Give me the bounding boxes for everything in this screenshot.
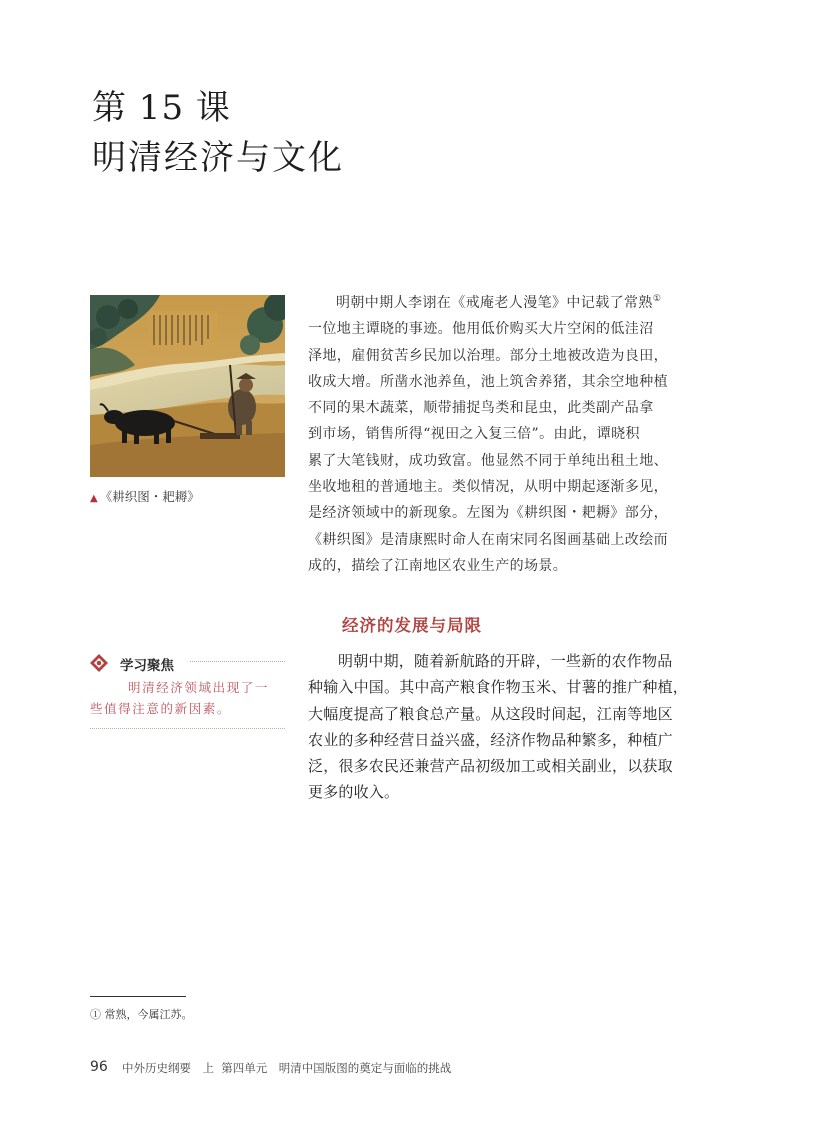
running-footer: 中外历史纲要 上 第四单元 明清中国版图的奠定与面临的挑战: [122, 1061, 452, 1075]
para2-line: 更多的收入。: [308, 783, 400, 802]
para1-line: 是经济领域中的新现象。左图为《耕织图・耙耨》部分，: [308, 505, 668, 522]
focus-divider: [190, 661, 285, 662]
page-number: 96: [90, 1059, 108, 1075]
footnote: ① 常熟，今属江苏。: [90, 1008, 193, 1021]
focus-diamond-icon: [90, 654, 108, 672]
figure-caption: [90, 487, 200, 505]
footnote-rule: [90, 996, 186, 997]
economy-paragraph: [308, 648, 726, 806]
study-focus-text: 明清经济领域出现了一 些值得注意的新因素。: [90, 680, 270, 716]
section-heading: 经济的发展与局限: [342, 616, 482, 635]
para1-line: 成的，描绘了江南地区农业生产的场景。: [308, 557, 568, 574]
para2-line: 种输入中国。其中高产粮食作物玉米、甘薯的推广种植，: [308, 678, 689, 697]
footnote-ref: ①: [652, 294, 662, 304]
lesson-title: 明清经济与文化: [92, 138, 344, 178]
para2-line: 明朝中期，随着新航路的开辟，一些新的农作物品: [338, 652, 673, 670]
para2-line: 大幅度提高了粮食总产量。从这段时间起，江南等地区: [308, 704, 673, 723]
para1-line: 收成大增。所凿水池养鱼，池上筑舍养猪，其余空地种植: [308, 373, 668, 390]
para1-line: 不同的果木蔬菜，顺带捕捉鸟类和昆虫，此类副产品拿: [308, 400, 654, 417]
para1-line: 明朝中期人李诩在《戒庵老人漫笔》中记载了常熟①: [336, 294, 662, 311]
intro-paragraph: [308, 290, 726, 579]
para1-line: 泽地，雇佣贫苦乡民加以治理。部分土地被改造为良田，: [308, 347, 668, 364]
para1-line: 一位地主谭晓的事迹。他用低价购买大片空闲的低洼沼: [308, 321, 654, 338]
para1-line: 坐收地租的普通地主。类似情况，从明中期起逐渐多见，: [308, 479, 668, 496]
para1-line: 到市场，销售所得“视田之入复三倍”。由此，谭晓积: [308, 426, 640, 443]
caption-text: 《耕织图・耙耨》: [99, 489, 200, 504]
para2-line: 泛，很多农民还兼营产品初级加工或相关副业，以获取: [308, 757, 673, 776]
para1-line: 累了大笔钱财，成功致富。他显然不同于单纯出租土地、: [308, 452, 668, 469]
para2-line: 农业的多种经营日益兴盛，经济作物品种繁多，种植广: [308, 730, 673, 749]
lesson-number: 第 15 课: [92, 88, 231, 128]
farming-painting-image: [90, 295, 285, 477]
focus-divider: [90, 728, 285, 729]
study-focus-label: 学习聚焦: [120, 658, 174, 674]
para1-line: 《耕织图》是清康熙时命人在南宋同名图画基础上改绘而: [308, 531, 668, 548]
caption-marker-icon: ▲: [90, 493, 98, 504]
